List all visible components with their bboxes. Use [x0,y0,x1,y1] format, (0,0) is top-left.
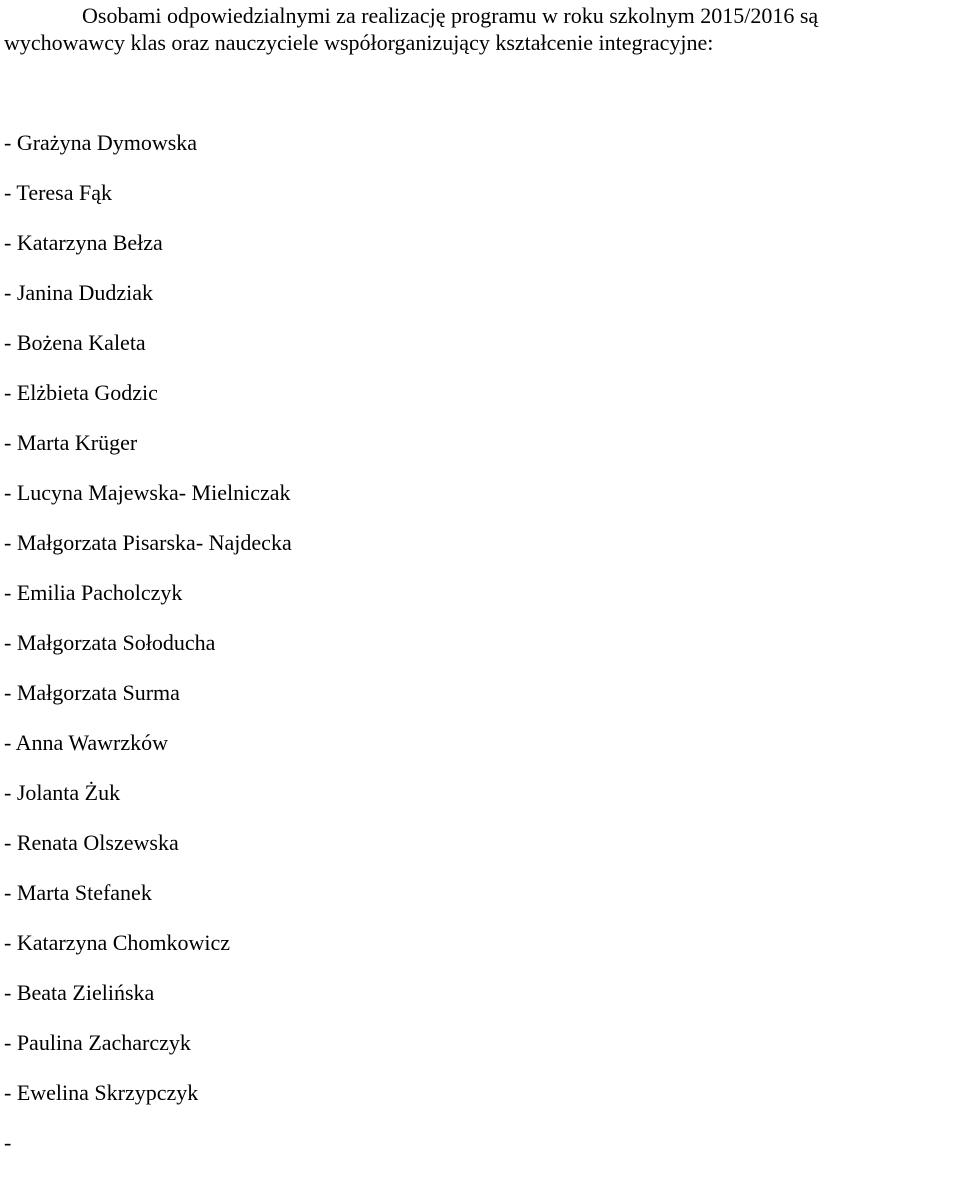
list-item: - Anna Wawrzków [4,730,169,755]
list-item: - Katarzyna Chomkowicz [4,930,231,955]
list-item: - Lucyna Majewska- Mielniczak [4,480,291,505]
responsible-persons-list [4,129,292,1179]
list-item: - Grażyna Dymowska [4,130,198,155]
list-item: - Marta Krüger [4,430,138,455]
list-item: - Małgorzata Sołoducha [4,630,216,655]
list-item: - [4,1130,12,1155]
list-item: - Małgorzata Pisarska- Najdecka [4,530,292,555]
list-item: - Renata Olszewska [4,830,179,855]
list-item: - Emilia Pacholczyk [4,580,183,605]
intro-paragraph [4,2,960,56]
list-item: - Ewelina Skrzypczyk [4,1080,199,1105]
intro-line: wychowawcy klas oraz nauczyciele współorganizujący kształcenie integracyjne: [4,30,714,55]
list-item: - Małgorzata Surma [4,680,180,705]
list-item: - Katarzyna Bełza [4,230,163,255]
list-item: - Paulina Zacharczyk [4,1030,191,1055]
list-item: - Teresa Fąk [4,180,113,205]
list-item: - Elżbieta Godzic [4,380,158,405]
list-item: - Bożena Kaleta [4,330,146,355]
list-item: - Beata Zielińska [4,980,155,1005]
list-item: - Janina Dudziak [4,280,154,305]
list-item: - Jolanta Żuk [4,780,121,805]
intro-line: Osobami odpowiedzialnymi za realizację programu w roku szkolnym 2015/2016 są [82,3,819,28]
list-item: - Marta Stefanek [4,880,152,905]
